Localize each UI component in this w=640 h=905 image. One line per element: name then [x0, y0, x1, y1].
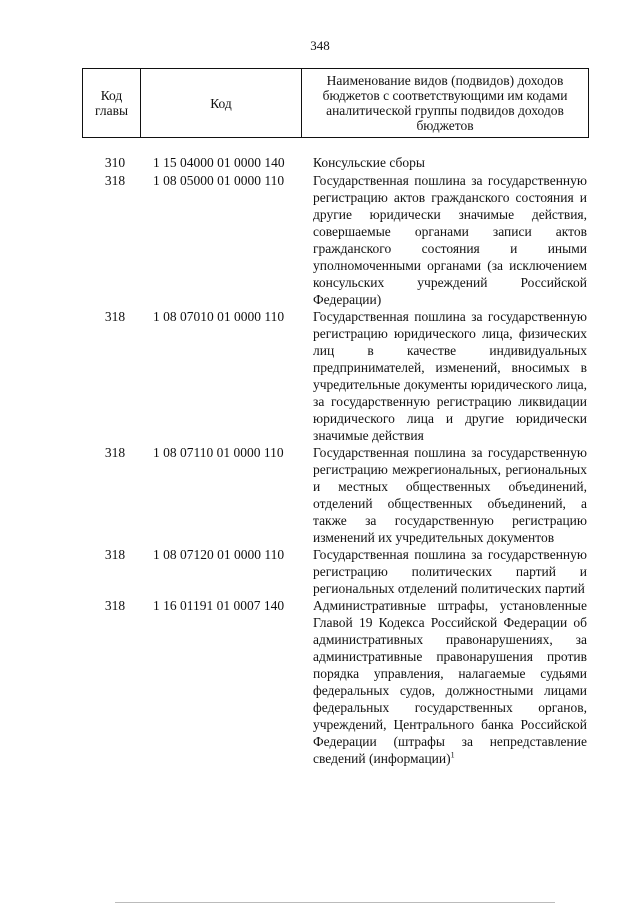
kod-cell: 1 15 04000 01 0000 140	[153, 155, 285, 170]
name-cell: Государственная пошлина за государственную регистрацию юридического лица, физических лиц в качестве индивидуальных предпринимателей, изменений, вносимых в учредительные документы юридического лица, за государственную регистрацию ликвидации юридического лица и другие юридически значимые действия	[313, 309, 587, 443]
kod-cell: 1 08 05000 01 0000 110	[153, 173, 285, 188]
table-row	[0, 546, 640, 597]
kod-cell: 1 08 07120 01 0000 110	[153, 547, 285, 562]
name-text: Административные штрафы, установленные Главой 19 Кодекса Российской Федерации об административных правонарушениях, за административные правонарушения против порядка управления, налагаемые судьями федеральных судов, должностными лицами федеральных государственных органов, учреждений, Центрального банка Российской Федерации (штрафы за непредставление сведений (информации)	[313, 598, 587, 766]
table-row	[0, 308, 640, 444]
footer-rule	[115, 902, 555, 903]
kod-cell: 1 08 07110 01 0000 110	[153, 445, 284, 460]
glava-cell: 318	[104, 598, 126, 613]
name-cell: Консульские сборы	[313, 155, 425, 170]
page-number: 348	[310, 38, 330, 53]
header-kod: Код	[141, 69, 302, 138]
table-row	[0, 444, 640, 546]
glava-cell: 318	[104, 547, 126, 562]
table-row	[0, 597, 640, 767]
glava-cell: 310	[104, 155, 126, 170]
name-cell: Государственная пошлина за государственную регистрацию актов гражданского состояния и другие юридически значимые действия, совершаемые органами записи актов гражданского состояния и иными уполномоченными органами (за исключением консульских учреждений Российской Федерации)	[313, 173, 587, 307]
table-header	[82, 68, 589, 138]
footnote-marker: 1	[450, 750, 455, 760]
header-glava: Код главы	[83, 69, 141, 138]
table-row	[0, 154, 640, 171]
header-name: Наименование видов (подвидов) доходов бюджетов с соответствующими им кодами аналитической группы подвидов доходов бюджетов	[302, 69, 589, 138]
glava-cell: 318	[104, 445, 126, 460]
table-row	[0, 172, 640, 308]
kod-cell: 1 16 01191 01 0007 140	[153, 598, 285, 613]
name-cell	[313, 597, 587, 767]
glava-cell: 318	[104, 309, 126, 324]
table-body	[0, 154, 640, 767]
kod-cell: 1 08 07010 01 0000 110	[153, 309, 285, 324]
glava-cell: 318	[104, 173, 126, 188]
name-cell: Государственная пошлина за государственную регистрацию межрегиональных, региональных и местных общественных объединений, отделений общественных объединений, а также за государственную регистрацию изменений их учредительных документов	[313, 445, 587, 545]
name-cell: Государственная пошлина за государственную регистрацию политических партий и региональных отделений политических партий	[313, 547, 587, 596]
